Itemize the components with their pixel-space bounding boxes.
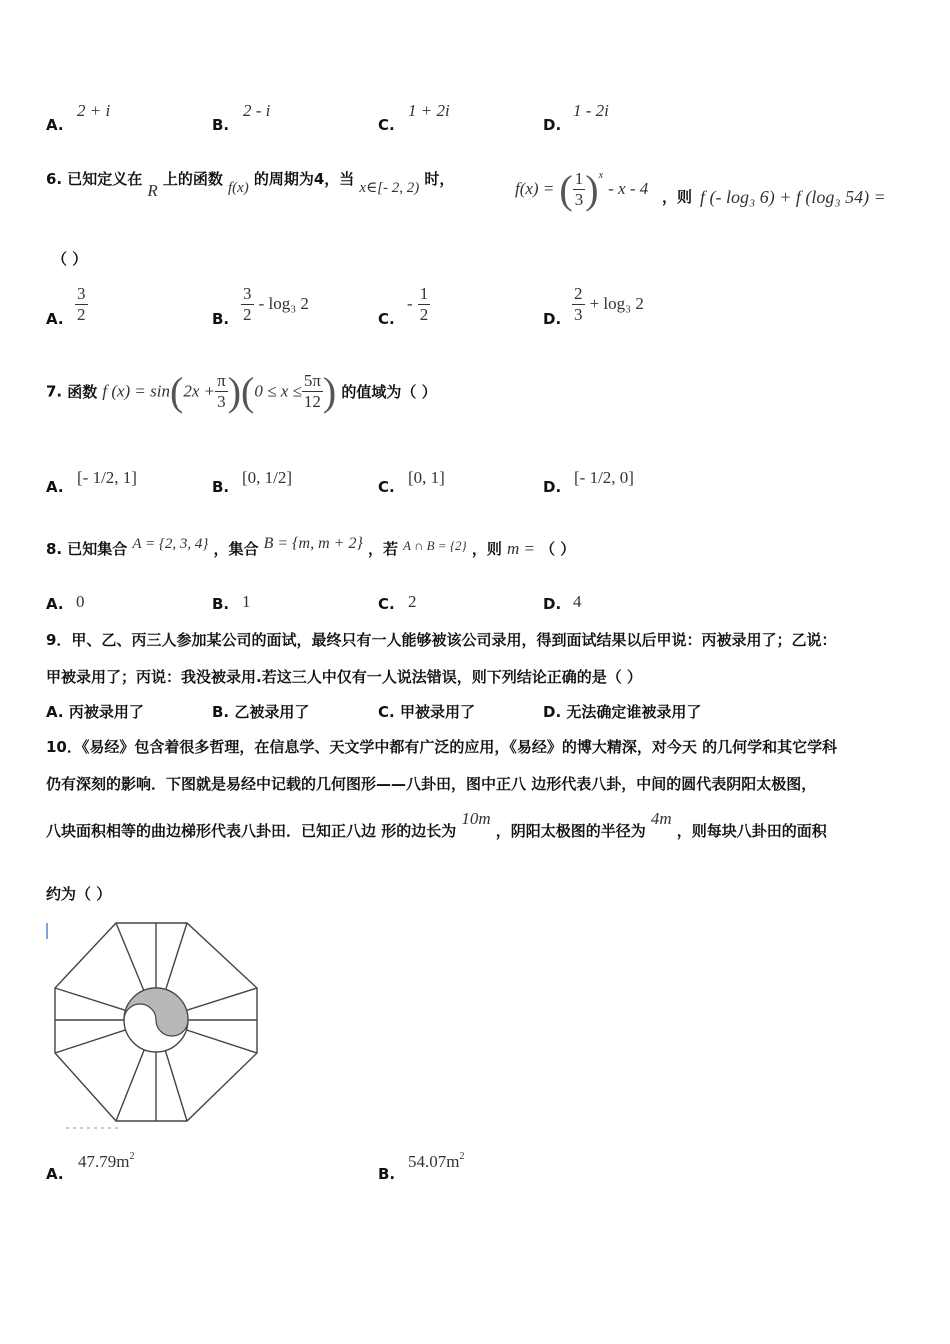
q6-fx: f(x) [227,180,249,196]
q7-fx: f (x) = sin [102,381,170,401]
q9-option-a: A. 丙被录用了 [46,703,144,721]
q8-option-a-text: 0 [76,592,85,611]
q9-option-d: D. 无法确定谁被录用了 [543,703,702,721]
q7-text-2: 的值域为（ ） [341,383,437,401]
q9-line-1: 9．甲、乙、丙三人参加某公司的面试，最终只有一人能够被该公司录用，得到面试结果以后甲说：丙被录用了；乙说： [46,631,837,649]
q8-option-b-text: 1 [242,592,251,611]
q5-option-d-label: D. [543,116,562,134]
q8-option-b-label: B. [212,595,230,613]
q9-option-c: C. 甲被录用了 [378,703,475,721]
q6-question [46,168,454,228]
q7-question: 7. 函数 f (x) = sin(2x + $\frac{\pi}{3}$ )(0 ≤ x ≤ $\frac{5\pi}{12}$ ) 的值域为（ ） [46,369,437,414]
q10-option-b-label: B. [378,1165,396,1183]
q6-option-c-expr: - $\frac{1}{2}$ [407,284,429,324]
q10-line-2: 仍有深刻的影响．下图就是易经中记载的几何图形——八卦田，图中正八 边形代表八卦，中间的圆代表阴阳太极图， [46,775,817,793]
q8-condition: A ∩ B = {2} [403,538,467,553]
q6-option-c-label: C. [378,310,395,328]
q8-option-d-label: D. [543,595,562,613]
q8-number: 8. [46,540,63,558]
q6-blank: （ ） [52,250,88,268]
q8-text-5: （ ） [540,540,576,558]
q7-option-c-text: [0, 1] [408,468,445,487]
q6-option-d-expr: $\frac{2}{3}$ + log₃ 2 [574,284,644,324]
q8-option-c-text: 2 [408,592,417,611]
bagua-octagon-figure [46,918,266,1130]
q10-option-a-value: $47.79m^2$ [78,1151,135,1171]
q8-option-d-text: 4 [573,592,582,611]
q5-option-d-text: 1 - 2i [573,101,609,120]
q5-option-c-text: 1 + 2i [408,101,450,120]
q6-text-1: 已知定义在 [67,170,143,188]
q7-number: 7. [46,382,63,401]
q7-text-1: 函数 [67,383,98,401]
q6-option-b-expr: $\frac{3}{2}$ - log₃ 2 [243,284,309,324]
q10-option-b-value: $54.07m^2$ [408,1151,465,1171]
q6-text-2: 上的函数 [162,170,223,188]
q6-R: R [147,181,158,200]
q10-line-3b: ，阴阳太极图的半径为 [495,822,646,840]
q7-option-d-text: [- 1/2, 0] [574,468,634,487]
q6-domain: x∈[- 2, 2) [359,180,420,196]
q7-option-a-label: A. [46,478,64,496]
q10-line-4: 约为（ ） [46,885,112,903]
q6-expression: f (- log₃ 6) + f (log₃ 54) = [700,187,886,207]
q5-option-a-text: 2 + i [77,101,111,120]
q6-def-rest: - x - 4 [608,179,649,198]
q5-option-b-label: B. [212,116,230,134]
q8-question [46,535,576,559]
q7-option-b-text: [0, 1/2] [242,468,293,487]
q8-text-3: ，若 [367,540,398,558]
q8-option-a-label: A. [46,595,64,613]
q5-option-b-text: 2 - i [243,101,271,120]
q10-line-1: 10．《易经》包含着很多哲理，在信息学、天文学中都有广泛的应用，《易经》的博大精深，对今天 的几何学和其它学科 [46,738,838,756]
q7-option-b-label: B. [212,478,230,496]
q6-def-lhs: f(x) = [515,179,555,198]
q10-option-a-label: A. [46,1165,64,1183]
q8-set-a: A = {2, 3, 4} [132,536,209,552]
q5-option-a-label: A. [46,116,64,134]
q6-text-5: ，则 [662,188,693,206]
q9-option-b: B. 乙被录用了 [212,703,310,721]
q7-option-c-label: C. [378,478,395,496]
q8-set-b: B = {m, m + 2} [263,535,363,552]
q10-line-3a: 八块面积相等的曲边梯形代表八卦田．已知正八边 形的边长为 [46,822,457,840]
q6-option-d-label: D. [543,310,562,328]
q6-text-3: 的周期为4，当 [253,170,355,188]
q8-text-1: 已知集合 [67,540,128,558]
q8-m: m = [506,539,535,558]
q6-option-b-label: B. [212,310,230,328]
q6-option-a-frac: $\frac{3}{2}$ [77,284,86,324]
q10-side: 10m [461,809,491,828]
q10-line-3c: ，则每块八卦田的面积 [676,822,827,840]
q7-option-a-text: [- 1/2, 1] [77,468,137,487]
q6-option-a-label: A. [46,310,64,328]
q6-definition: f(x) = ( $\frac{1}{3}$ )$^x$ - x - 4 [515,167,649,212]
q9-line-2: 甲被录用了；丙说：我没被录用.若这三人中仅有一人说法错误，则下列结论正确的是（ ） [46,668,642,686]
q5-option-c-label: C. [378,116,395,134]
q6-number: 6. [46,170,63,188]
q6-text-4: 时， [424,170,455,188]
q7-option-d-label: D. [543,478,562,496]
q10-line-3 [46,809,827,841]
q8-text-2: ，集合 [213,540,259,558]
q10-radius: 4m [650,809,672,828]
figure-cursor-mark [46,923,48,939]
q8-option-c-label: C. [378,595,395,613]
q8-text-4: ，则 [471,540,502,558]
